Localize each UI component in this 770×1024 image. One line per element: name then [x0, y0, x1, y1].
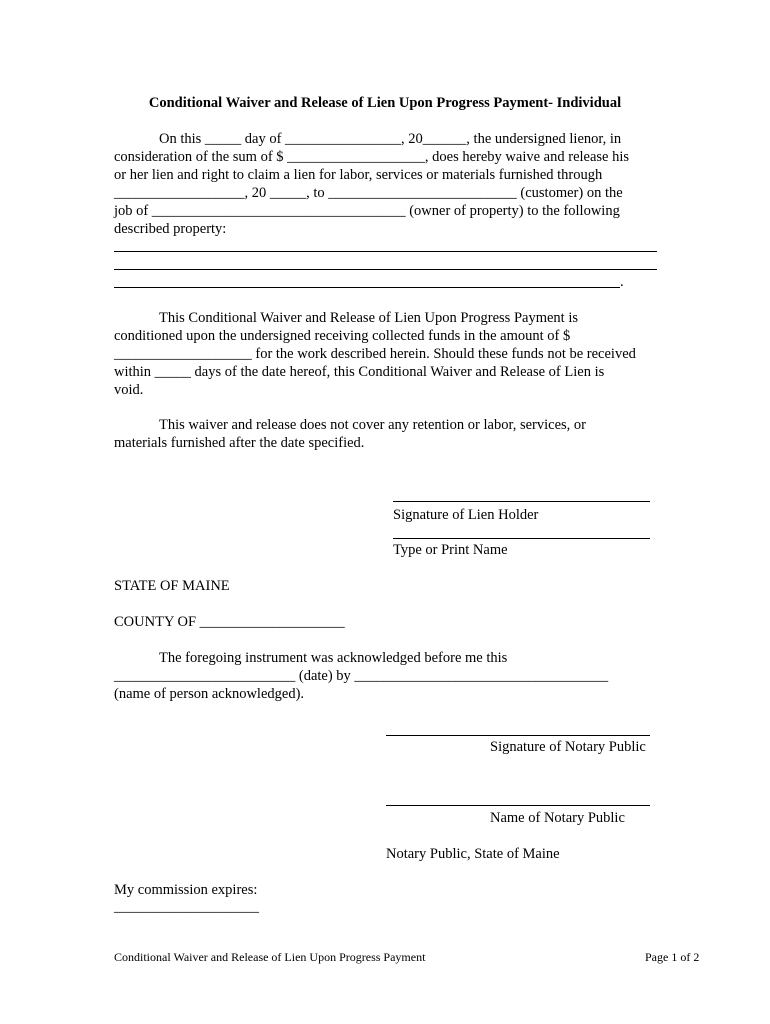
- footer-page-number: Page 1 of 2: [645, 950, 700, 964]
- paragraph-1-line-2: consideration of the sum of $ ___________________, does hereby waive and release his: [114, 149, 630, 165]
- document-title: Conditional Waiver and Release of Lien Upon Progress Payment- Individual: [148, 95, 622, 111]
- notary-name-label: Name of Notary Public: [490, 810, 625, 826]
- paragraph-2-line-1: This Conditional Waiver and Release of Lien Upon Progress Payment is: [159, 310, 578, 326]
- acknowledgment-line-3: (name of person acknowledged).: [114, 686, 305, 702]
- paragraph-3-line-2: materials furnished after the date specified.: [114, 435, 365, 451]
- commission-expires-blank[interactable]: ____________________: [114, 899, 259, 915]
- property-line-1[interactable]: [114, 251, 657, 252]
- paragraph-3-line-1: This waiver and release does not cover any retention or labor, services, or: [159, 417, 587, 433]
- paragraph-2-line-4: within _____ days of the date hereof, this Conditional Waiver and Release of Lien is: [114, 364, 605, 380]
- notary-signature-label: Signature of Notary Public: [490, 739, 646, 755]
- property-line-period: .: [620, 274, 624, 290]
- notary-name-line[interactable]: [386, 805, 650, 806]
- paragraph-1-line-5: job of ___________________________________ (owner of property) to the following: [114, 203, 620, 219]
- print-name-label: Type or Print Name: [393, 542, 508, 558]
- notary-signature-line[interactable]: [386, 735, 650, 736]
- paragraph-2-line-2: conditioned upon the undersigned receiving collected funds in the amount of $: [114, 328, 571, 344]
- paragraph-1-line-6: described property:: [114, 221, 227, 237]
- paragraph-1-line-3: or her lien and right to claim a lien for labor, services or materials furnished through: [114, 167, 603, 183]
- footer-title: Conditional Waiver and Release of Lien Upon Progress Payment: [114, 950, 426, 964]
- commission-expires-label: My commission expires:: [114, 882, 258, 898]
- lien-holder-signature-line[interactable]: [393, 501, 650, 502]
- county-label: COUNTY OF ____________________: [114, 614, 345, 630]
- property-line-2[interactable]: [114, 269, 657, 270]
- paragraph-2-line-3: ___________________ for the work described herein. Should these funds not be received: [114, 346, 636, 362]
- state-label: STATE OF MAINE: [114, 578, 230, 594]
- paragraph-1-line-1: On this _____ day of ________________, 20______, the undersigned lienor, in: [159, 131, 622, 147]
- acknowledgment-line-1: The foregoing instrument was acknowledged before me this: [159, 650, 508, 666]
- notary-state-label: Notary Public, State of Maine: [386, 846, 560, 862]
- property-line-3[interactable]: [114, 287, 620, 288]
- lien-holder-signature-label: Signature of Lien Holder: [393, 507, 539, 523]
- acknowledgment-line-2: _________________________ (date) by ___________________________________: [114, 668, 609, 684]
- paragraph-1-line-4: __________________, 20 _____, to __________________________ (customer) on the: [114, 185, 623, 201]
- print-name-line[interactable]: [393, 538, 650, 539]
- paragraph-2-line-5: void.: [114, 382, 144, 398]
